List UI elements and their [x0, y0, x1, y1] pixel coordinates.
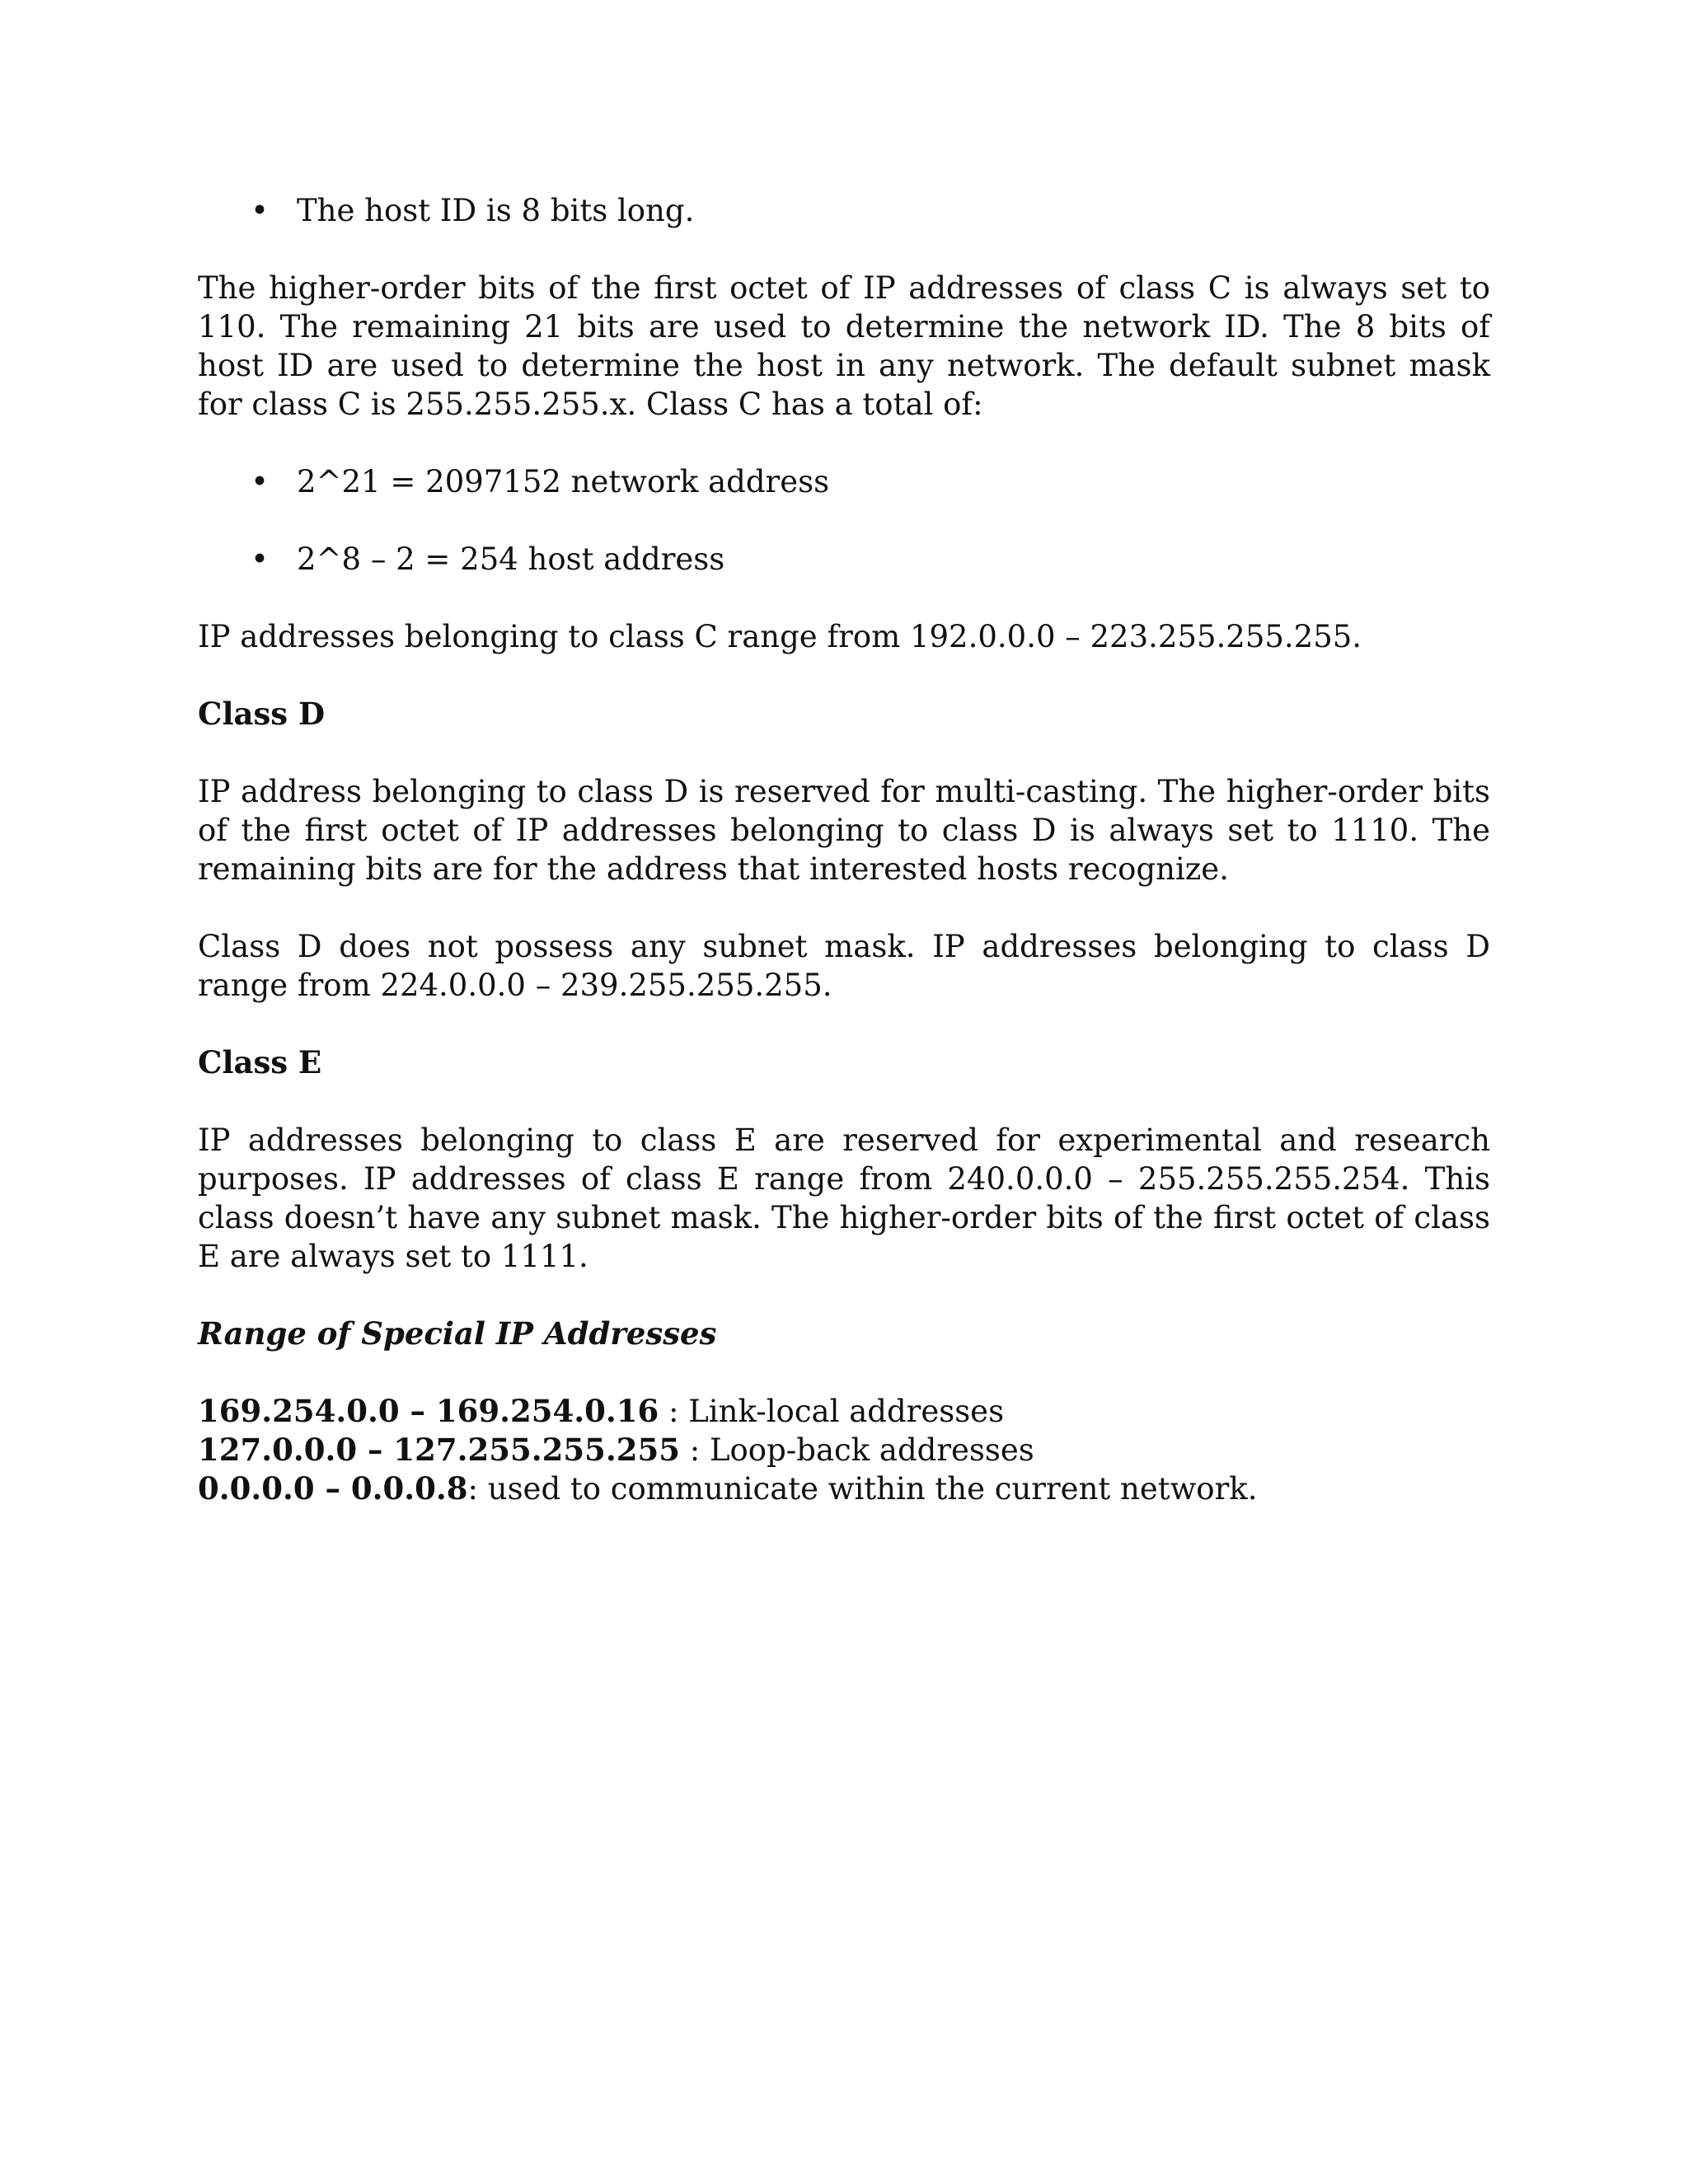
special-ranges-list: [198, 1392, 1490, 1508]
range-value: 127.0.0.0 – 127.255.255.255: [198, 1432, 680, 1468]
document-page: [198, 191, 1490, 1508]
bullet-icon: •: [251, 193, 269, 228]
list-item: [198, 191, 1490, 230]
range-description: : Loop-back addresses: [679, 1432, 1034, 1468]
special-range-line: [198, 1431, 1490, 1469]
bullet-icon: •: [251, 541, 269, 577]
special-range-line: [198, 1392, 1490, 1431]
range-value: 0.0.0.0 – 0.0.0.8: [198, 1470, 468, 1507]
bullet-text: 2^21 = 2097152 network address: [297, 464, 830, 499]
list-item: [198, 462, 1490, 501]
class-e-heading: Class E: [198, 1044, 322, 1080]
special-range-line: [198, 1469, 1490, 1508]
range-description: : Link-local addresses: [659, 1394, 1005, 1429]
list-item: [198, 540, 1490, 579]
class-d-heading: Class D: [198, 696, 326, 732]
class-c-paragraph: The higher-order bits of the first octet of IP addresses of class C is always set to 110. The remaining 21 bits are used to determine the network ID. The 8 bits of host ID are used to determine the host in any network. The default subnet mask for class C is 255.255.255.x. Class C has a total of:: [198, 270, 1490, 422]
bullet-text: 2^8 – 2 = 254 host address: [297, 541, 725, 577]
class-c-bullet-list: [198, 462, 1490, 579]
bullet-text: The host ID is 8 bits long.: [297, 193, 695, 228]
range-description: : used to communicate within the current network.: [467, 1471, 1258, 1507]
bullet-icon: •: [251, 464, 269, 499]
special-ranges-heading: Range of Special IP Addresses: [198, 1315, 717, 1352]
class-e-paragraph: IP addresses belonging to class E are reserved for experimental and research purposes. IP addresses of class E range from 240.0.0.0 – 255.255.255.254. This class doesn’t have any subnet mask. The higher-order bits of the first octet of class E are always set to 1111.: [198, 1122, 1490, 1274]
class-d-paragraph-1: IP address belonging to class D is reserved for multi-casting. The higher-order bits of the first octet of IP addresses belonging to class D is always set to 1110. The remaining bits are for the address that interested hosts recognize.: [198, 774, 1490, 887]
host-id-bullet-list: [198, 191, 1490, 230]
class-d-paragraph-2: Class D does not possess any subnet mask. IP addresses belonging to class D range from 224.0.0.0 – 239.255.255.255.: [198, 929, 1490, 1003]
class-c-range-paragraph: IP addresses belonging to class C range from 192.0.0.0 – 223.255.255.255.: [198, 619, 1362, 654]
range-value: 169.254.0.0 – 169.254.0.16: [198, 1393, 659, 1429]
